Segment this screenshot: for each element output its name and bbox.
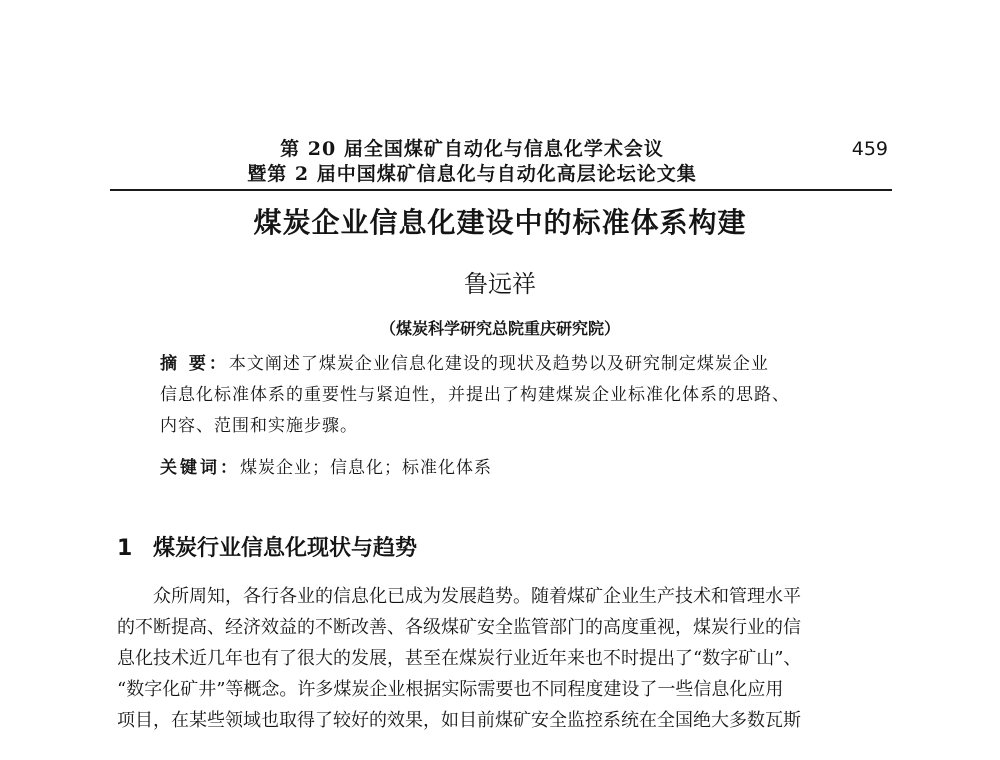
body-paragraph [117,581,897,736]
keywords-label: 关键词： [160,458,240,478]
section-number: 1 [117,536,133,561]
paper-title: 煤炭企业信息化建设中的标准体系构建 [253,206,747,239]
abstract [160,349,860,442]
conference-title-line-2: 暨第 2 届中国煤矿信息化与自动化高层论坛论文集 [247,163,697,185]
body-line: 项目，在某些领域也取得了较好的效果，如目前煤矿安全监控系统在全国绝大多数瓦斯 [117,710,801,731]
body-line: 众所周知，各行各业的信息化已成为发展趋势。随着煤矿企业生产技术和管理水平 [153,586,801,607]
body-line: “数字化矿井”等概念。许多煤炭企业根据实际需要也不同程度建设了一些信息化应用 [117,679,784,700]
section-title: 煤炭行业信息化现状与趋势 [153,536,418,561]
conference-title-line-1: 第 20 届全国煤矿自动化与信息化学术会议 [280,138,664,160]
keywords [160,454,860,482]
keywords-text: 煤炭企业；信息化；标准化体系 [240,458,492,478]
author-affiliation: （煤炭科学研究总院重庆研究院） [379,319,620,338]
page-number: 459 [851,138,888,160]
abstract-text: 本文阐述了煤炭企业信息化建设的现状及趋势以及研究制定煤炭企业 [228,354,769,374]
abstract-line: 信息化标准体系的重要性与紧迫性，并提出了构建煤炭企业标准化体系的思路、 [160,385,790,405]
body-line: 的不断提高、经济效益的不断改善、各级煤矿安全监管部门的高度重视，煤炭行业的信 [117,617,801,638]
abstract-line: 内容、范围和实施步骤。 [160,416,358,436]
section-heading [117,533,417,565]
abstract-line [160,349,860,380]
body-line: 息化技术近几年也有了很大的发展，甚至在煤炭行业近年来也不时提出了“数字矿山”、 [117,648,802,669]
abstract-label: 摘 要： [160,354,229,374]
running-header [110,135,892,191]
paper-author: 鲁远祥 [464,270,536,298]
